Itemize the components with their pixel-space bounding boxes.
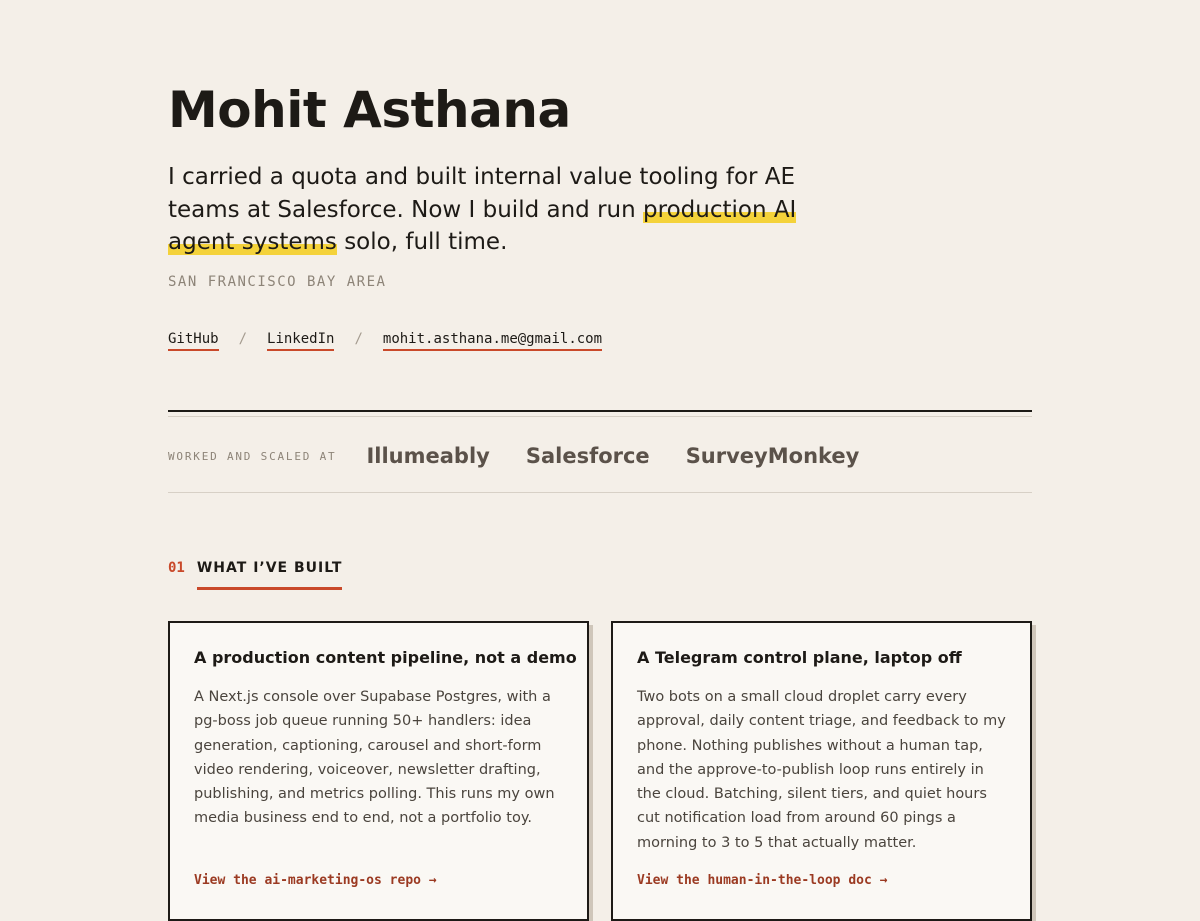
- card-title: A production content pipeline, not a demo: [194, 648, 577, 667]
- intro-text: [168, 161, 818, 259]
- divider-dark: [168, 410, 1032, 412]
- card-body: A Next.js console over Supabase Postgres, with a pg-boss job queue running 50+ handlers: idea generation, captioning, carousel and short-form video rendering, voiceover, newsletter drafting, publishing, and metrics polling. This runs my own media business end to end, not a portfolio toy.: [194, 689, 555, 827]
- card-title: A Telegram control plane, laptop off: [637, 648, 962, 667]
- card-body: Two bots on a small cloud droplet carry every approval, daily content triage, and feedback to my phone. Nothing publishes without a human tap, and the approve-to-publish loop runs entirely in the cloud. Batching, silent tiers, and quiet hours cut notification load from around 60 pings a morning to 3 to 5 that actually matter.: [637, 689, 1006, 851]
- section-title: WHAT I’VE BUILT: [197, 560, 343, 590]
- divider-light: [168, 416, 1032, 417]
- section-header: [168, 560, 342, 590]
- page-title: Mohit Asthana: [168, 81, 571, 139]
- logo-illumeably: Illumeably: [366, 444, 490, 468]
- doc-link[interactable]: View the human-in-the-loop doc →: [637, 873, 888, 888]
- logo-salesforce: Salesforce: [525, 444, 650, 468]
- intro-text-end: solo, full time.: [336, 229, 508, 255]
- section-number: 01: [168, 560, 185, 576]
- intro-highlight: production AI agent systems: [168, 196, 797, 255]
- logo-surveymonkey: SurveyMonkey: [685, 444, 860, 468]
- location-label: SAN FRANCISCO BAY AREA: [168, 274, 387, 290]
- company-logos-strip: [168, 438, 895, 474]
- repo-link[interactable]: View the ai-marketing-os repo →: [194, 873, 437, 888]
- logos-label: WORKED AND SCALED AT: [168, 449, 337, 463]
- project-card: [168, 621, 589, 921]
- link-separator: /: [354, 331, 363, 347]
- project-card: [611, 621, 1032, 921]
- intro-text-start: I carried a quota and built internal value tooling for AE teams at Salesforce. Now I build and run: [168, 164, 796, 223]
- email-link[interactable]: mohit.asthana.me@gmail.com: [383, 331, 602, 351]
- link-separator: /: [238, 331, 248, 347]
- github-link[interactable]: GitHub: [168, 331, 219, 351]
- contact-links: [168, 331, 602, 351]
- divider-bottom: [168, 492, 1032, 493]
- linkedin-link[interactable]: LinkedIn: [267, 331, 334, 351]
